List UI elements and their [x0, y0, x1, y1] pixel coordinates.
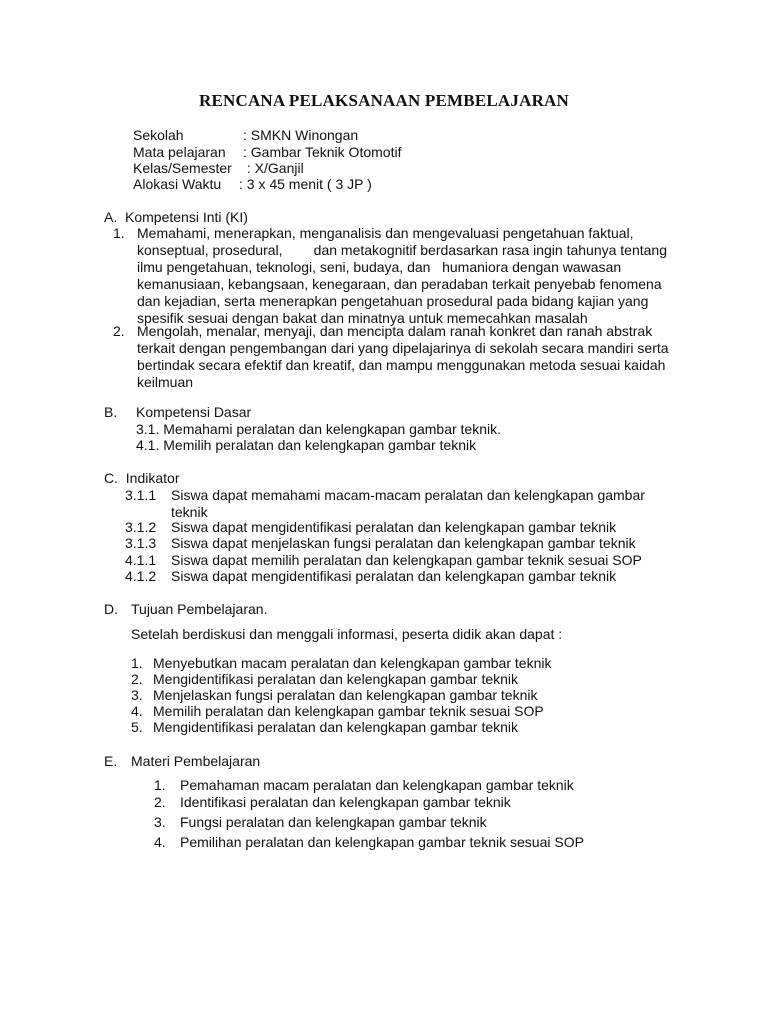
section-d-heading: Tujuan Pembelajaran.: [131, 601, 268, 617]
ki-1-line: ilmu pengetahuan, teknologi, seni, budaya, dan humaniora dengan wawasan: [137, 259, 622, 275]
ki-2-line: terkait dengan pengembangan dari yang dipelajarinya di sekolah secara mandiri serta: [137, 340, 669, 356]
indicator-line: Siswa dapat menjelaskan fungsi peralatan dan kelengkapan gambar teknik: [171, 535, 636, 551]
section-a-heading: A. Kompetensi Inti (KI): [104, 209, 248, 225]
material-number: 4.: [154, 834, 166, 850]
ki-2-line: bertindak secara efektif dan kreatif, dan mampu menggunakan metoda sesuai kaidah: [137, 357, 666, 373]
objective-number: 4.: [131, 703, 143, 719]
ki-1-line: kemanusiaan, kebangsaan, kenegaraan, dan peradaban terkait penyebab fenomena: [137, 276, 662, 292]
indicator-text: [171, 487, 645, 521]
ki-1-line: spesifik sesuai dengan bakat dan minatnya untuk memecahkan masalah: [137, 310, 588, 326]
identity-value-school: : SMKN Winongan: [243, 127, 359, 143]
ki-2-line: Mengolah, menalar, menyaji, dan mencipta dalam ranah konkret dan ranah abstrak: [137, 323, 653, 339]
ki-1-line: konseptual, prosedural, dan metakognitif berdasarkan rasa ingin tahunya tentang: [137, 242, 668, 258]
objective-number: 3.: [131, 687, 143, 703]
objective-number: 2.: [131, 671, 143, 687]
ki-1-text: [137, 225, 677, 327]
material-text: Fungsi peralatan dan kelengkapan gambar teknik: [180, 814, 487, 830]
ki-2-line: keilmuan: [137, 374, 194, 390]
objective-text: Mengidentifikasi peralatan dan kelengkapan gambar teknik: [153, 719, 519, 735]
section-b-letter: B.: [104, 404, 118, 420]
section-e-heading: Materi Pembelajaran: [131, 753, 261, 769]
identity-label-subject: Mata pelajaran: [133, 144, 226, 160]
kd-item: 4.1. Memilih peralatan dan kelengkapan gambar teknik: [136, 437, 477, 453]
material-text: Identifikasi peralatan dan kelengkapan gambar teknik: [180, 794, 511, 810]
ki-2-number: 2.: [113, 323, 125, 339]
indicator-line: teknik: [171, 504, 208, 520]
section-d-intro: Setelah berdiskusi dan menggali informasi, peserta didik akan dapat :: [131, 626, 563, 642]
indicator-line: Siswa dapat memilih peralatan dan kelengkapan gambar teknik sesuai SOP: [171, 552, 642, 568]
indicator-line: Siswa dapat mengidentifikasi peralatan dan kelengkapan gambar teknik: [171, 519, 617, 535]
indicator-line: Siswa dapat memahami macam-macam peralatan dan kelengkapan gambar: [171, 487, 645, 503]
objective-number: 5.: [131, 719, 143, 735]
ki-1-line: Memahami, menerapkan, menganalisis dan mengevaluasi pengetahuan faktual,: [137, 225, 634, 241]
kd-item: 3.1. Memahami peralatan dan kelengkapan gambar teknik.: [136, 421, 501, 437]
objective-text: Menyebutkan macam peralatan dan kelengkapan gambar teknik: [153, 655, 552, 671]
identity-label-school: Sekolah: [133, 127, 184, 143]
material-number: 3.: [154, 814, 166, 830]
identity-value-time: : 3 x 45 menit ( 3 JP ): [239, 176, 372, 192]
objective-text: Memilih peralatan dan kelengkapan gambar teknik sesuai SOP: [153, 703, 544, 719]
indicator-code: 4.1.2: [125, 568, 157, 584]
identity-value-subject: : Gambar Teknik Otomotif: [243, 144, 402, 160]
material-number: 1.: [154, 777, 166, 793]
indicator-code: 3.1.3: [125, 535, 157, 551]
document-title: RENCANA PELAKSANAAN PEMBELAJARAN: [198, 91, 570, 110]
objective-text: Menjelaskan fungsi peralatan dan kelengkapan gambar teknik: [153, 687, 538, 703]
ki-1-line: dan kejadian, serta menerapkan pengetahuan prosedural pada bidang kajian yang: [137, 293, 649, 309]
ki-1-number: 1.: [113, 225, 125, 241]
section-e-letter: E.: [104, 753, 118, 769]
identity-value-class: : X/Ganjil: [243, 160, 304, 176]
material-number: 2.: [154, 794, 166, 810]
indicator-code: 4.1.1: [125, 552, 157, 568]
material-text: Pemahaman macam peralatan dan kelengkapan gambar teknik: [180, 777, 574, 793]
ki-2-text: [137, 323, 677, 391]
section-b-heading: Kompetensi Dasar: [136, 404, 252, 420]
indicator-line: Siswa dapat mengidentifikasi peralatan dan kelengkapan gambar teknik: [171, 568, 617, 584]
identity-label-class: Kelas/Semester: [133, 160, 232, 176]
section-d-letter: D.: [104, 601, 118, 617]
objective-number: 1.: [131, 655, 143, 671]
section-c-heading: C. Indikator: [104, 470, 180, 486]
indicator-code: 3.1.2: [125, 519, 157, 535]
material-text: Pemilihan peralatan dan kelengkapan gambar teknik sesuai SOP: [180, 834, 584, 850]
objective-text: Mengidentifikasi peralatan dan kelengkapan gambar teknik: [153, 671, 519, 687]
indicator-code: 3.1.1: [125, 487, 157, 503]
identity-label-time: Alokasi Waktu: [133, 176, 222, 192]
